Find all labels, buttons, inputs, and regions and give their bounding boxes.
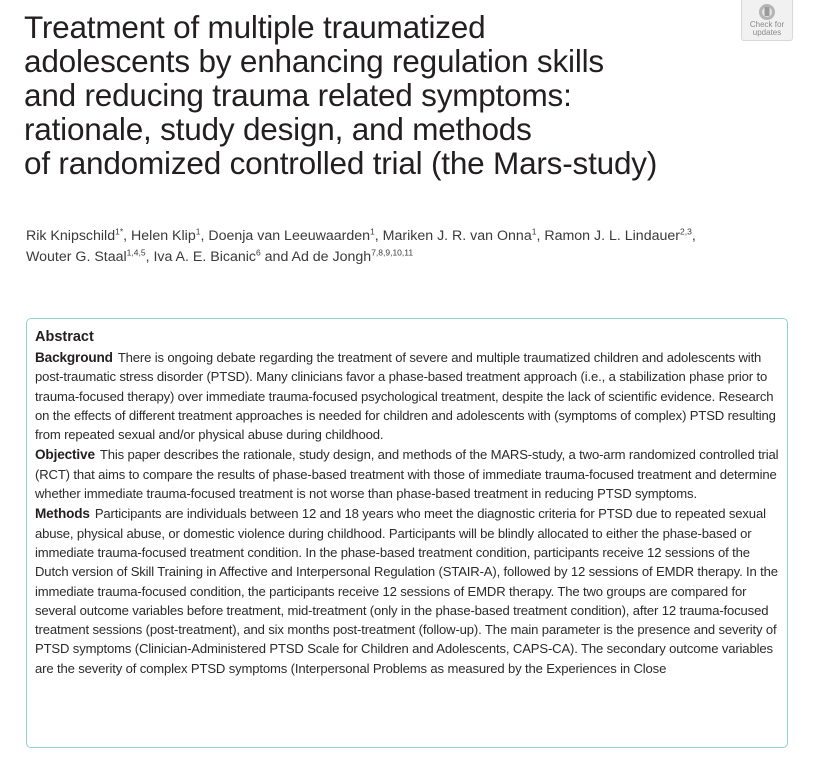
author-affiliation: 1* bbox=[115, 226, 124, 237]
abstract-box bbox=[26, 318, 788, 748]
author-affiliation: 1 bbox=[195, 226, 201, 237]
title-line: adolescents by enhancing regulation skills bbox=[24, 43, 604, 79]
author-separator: , bbox=[145, 249, 154, 265]
author-affiliation: 6 bbox=[255, 247, 261, 258]
abstract-heading: Abstract bbox=[35, 329, 94, 345]
badge-label: Check for bbox=[749, 20, 785, 29]
title-line: rationale, study design, and methods bbox=[24, 111, 532, 147]
abstract-background bbox=[35, 348, 779, 444]
author-affiliation: 1,4,5 bbox=[126, 247, 146, 258]
background-label: Background bbox=[35, 350, 113, 365]
author-name: Wouter G. Staal bbox=[26, 249, 127, 265]
author-separator: and bbox=[260, 249, 292, 265]
title-line: and reducing trauma related symptoms: bbox=[24, 77, 572, 113]
author-name: Helen Klip bbox=[131, 228, 196, 244]
methods-text: Participants are individuals between 12 and 18 years who meet the diagnostic criteria for PTSD due to repeated sexual abuse, physical abuse, or domestic violence during childhood. Participants will be blindly allocated to either the phase-based or immediate trauma-focused treatment condition. In the phase-based treatment condition, participants receive 12 sessions of the Dutch version of Skill Training in Affective and Interpersonal Regulation (STAIR-A), followed by 12 sessions of EMDR therapy. In the immediate trauma-focused condition, the participants receive 12 sessions of EMDR therapy. The two groups are compared for several outcome variables before treatment, mid-treatment (only in the phase-based treatment condition), after 12 trauma-focused treatment sessions (post-treatment), and six months post-treatment (follow-up). The main parameter is the presence and severity of PTSD symptoms (Clinician-Administered PTSD Scale for Children and Adolescents, CAPS-CA). The secondary outcome variables are the severity of complex PTSD symptoms (Interpersonal Problems as measured by the Experiences in Close bbox=[35, 506, 778, 676]
abstract-objective bbox=[35, 445, 779, 503]
background-text: There is ongoing debate regarding the treatment of severe and multiple traumatized children and adolescents with post-traumatic stress disorder (PTSD). Many clinicians favor a phase-based treatment approach (i.e., a stabilization phase prior to trauma-focused therapy) over immediate trauma-focused psychological treatment, despite the lack of scientific evidence. Research on the effects of different treatment approaches is needed for children and adolescents with (symptoms of complex) PTSD resulting from repeated sexual and/or physical abuse during childhood. bbox=[35, 350, 776, 443]
author-name: Doenja van Leeuwaarden bbox=[208, 228, 371, 244]
author-separator: , bbox=[200, 228, 209, 244]
author-separator: , bbox=[536, 228, 545, 244]
abstract-methods bbox=[35, 504, 779, 678]
author-name: Iva A. E. Bicanic bbox=[153, 249, 256, 265]
author-separator: , bbox=[374, 228, 383, 244]
badge-label: updates bbox=[752, 28, 782, 37]
author-name: Ramon J. L. Lindauer bbox=[544, 228, 680, 244]
author-name: Rik Knipschild bbox=[26, 228, 116, 244]
author-affiliation: 1 bbox=[370, 226, 375, 237]
check-for-updates-badge[interactable] bbox=[741, 0, 793, 41]
objective-text: This paper describes the rationale, study design, and methods of the MARS-study, a two-arm randomized controlled trial (RCT) that aims to compare the results of phase-based treatment with those of immediate trauma-focused treatment and determine whether immediate trauma-focused treatment is not worse than phase-based treatment in reducing PTSD symptoms. bbox=[35, 447, 779, 502]
methods-label: Methods bbox=[35, 506, 90, 522]
author-list bbox=[26, 226, 796, 268]
author-affiliation: 1 bbox=[531, 226, 537, 237]
objective-label: Objective bbox=[35, 447, 95, 463]
author-name: Mariken J. R. van Onna bbox=[382, 228, 532, 244]
author-separator: , bbox=[123, 228, 132, 244]
author-name: Ad de Jongh bbox=[291, 249, 372, 265]
author-affiliation: 7,8,9,10,11 bbox=[371, 247, 414, 258]
title-line: Treatment of multiple traumatized bbox=[24, 9, 486, 45]
author-affiliation: 2,3 bbox=[679, 226, 692, 237]
author-separator: , bbox=[691, 228, 696, 244]
title-line: of randomized controlled trial (the Mars-study) bbox=[24, 145, 658, 181]
check-for-updates-icon bbox=[758, 3, 776, 21]
article-title bbox=[24, 10, 769, 180]
